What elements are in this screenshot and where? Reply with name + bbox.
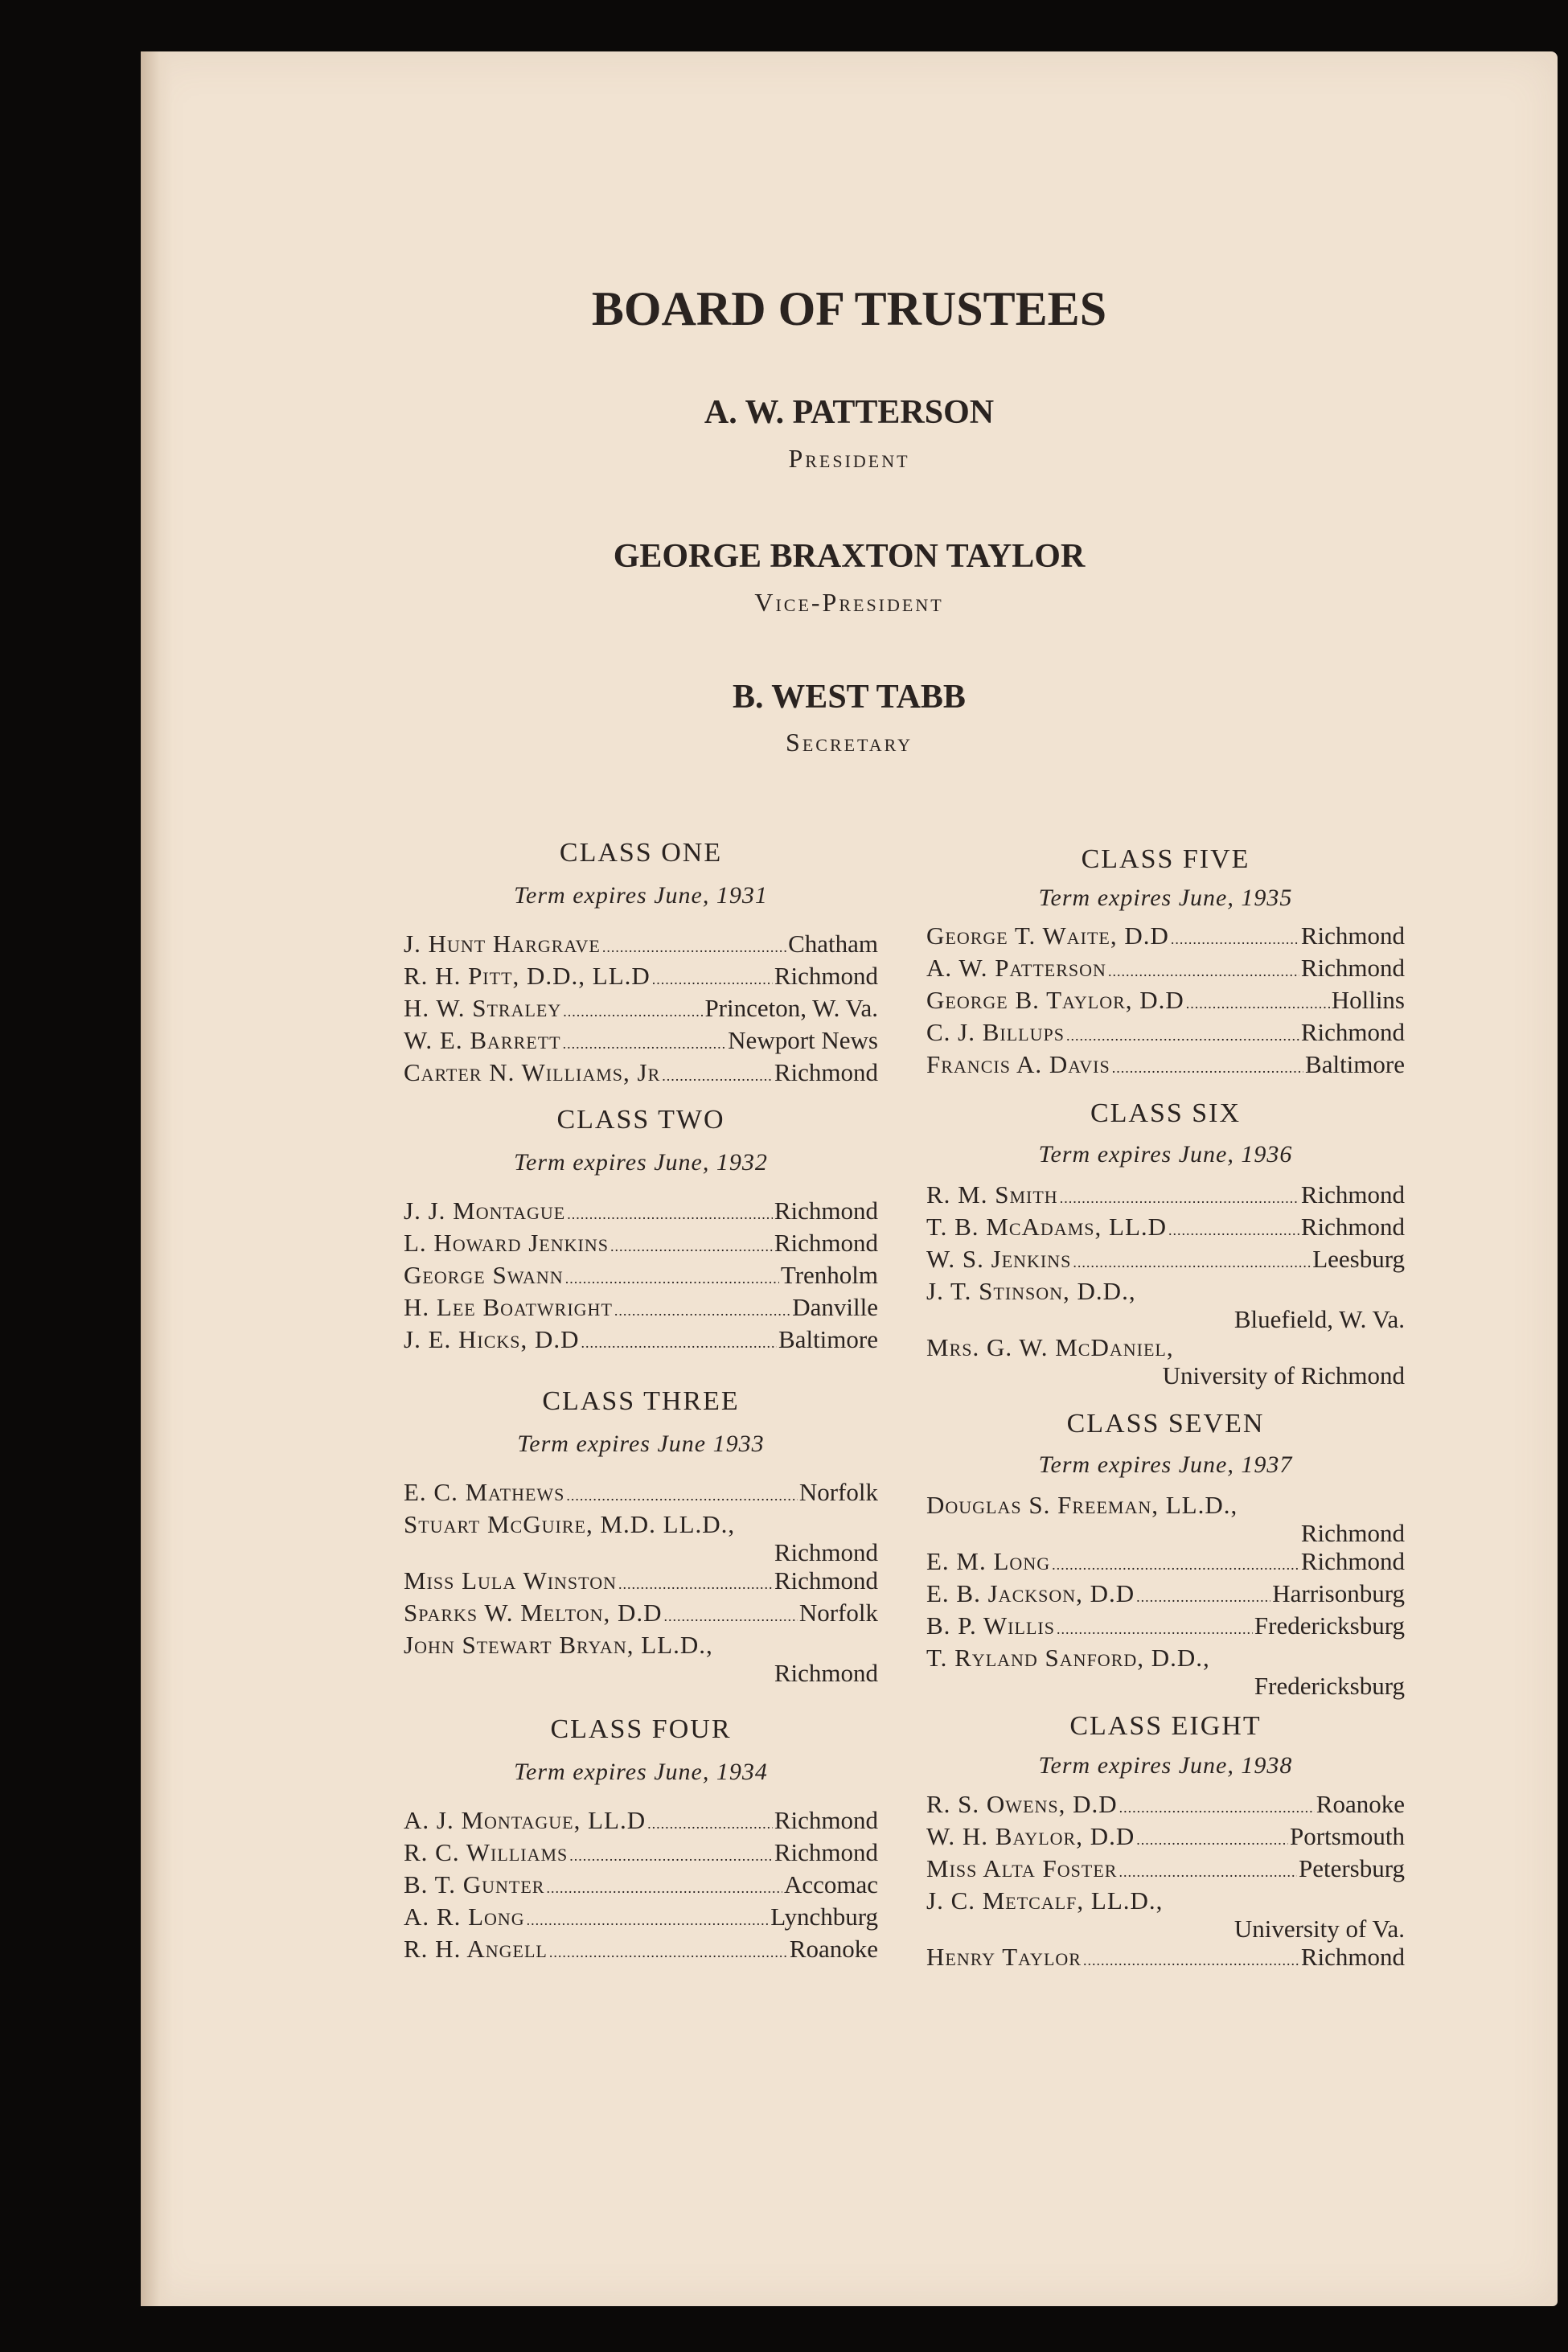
trustee-place: Richmond bbox=[774, 1566, 878, 1595]
leader-dots bbox=[662, 1058, 773, 1090]
page-gutter bbox=[141, 51, 173, 2306]
leader-dots bbox=[610, 1229, 773, 1261]
trustee-name: Douglas S. Freeman, LL.D., bbox=[926, 1491, 1238, 1519]
leader-dots bbox=[1060, 1180, 1299, 1213]
leader-dots bbox=[566, 1478, 797, 1510]
officer-role-vice-president: Vice-President bbox=[754, 588, 944, 617]
trustee-row bbox=[404, 1870, 878, 1903]
class-two bbox=[404, 1102, 878, 1357]
leader-dots bbox=[1136, 1579, 1270, 1611]
trustee-place: Roanoke bbox=[1316, 1790, 1405, 1818]
class-heading: CLASS TWO bbox=[556, 1105, 725, 1135]
class-term: Term expires June, 1935 bbox=[1038, 885, 1293, 911]
trustee-place: Richmond bbox=[774, 1538, 878, 1566]
trustee-place: Bluefield, W. Va. bbox=[1233, 1305, 1405, 1333]
class-term: Term expires June, 1931 bbox=[514, 882, 768, 909]
trustee-place: Princeton, W. Va. bbox=[704, 994, 878, 1022]
trustee-name: H. W. Straley bbox=[404, 994, 562, 1022]
trustee-place: Danville bbox=[792, 1293, 878, 1321]
class-heading: CLASS FIVE bbox=[1081, 844, 1250, 874]
trustee-row bbox=[404, 1566, 878, 1599]
trustee-row bbox=[926, 1822, 1405, 1854]
trustee-place: Baltimore bbox=[778, 1325, 878, 1353]
trustee-row bbox=[926, 1491, 1405, 1547]
trustee-name: C. J. Billups bbox=[926, 1018, 1065, 1046]
trustee-name: J. T. Stinson, D.D., bbox=[926, 1277, 1136, 1305]
trustee-name: J. C. Metcalf, LL.D., bbox=[926, 1886, 1164, 1915]
trustee-row bbox=[926, 986, 1405, 1018]
trustee-place: Accomac bbox=[783, 1870, 878, 1898]
trustee-place: Richmond bbox=[774, 1659, 878, 1687]
trustee-name: A. W. Patterson bbox=[926, 954, 1106, 982]
trustee-name: R. M. Smith bbox=[926, 1180, 1058, 1209]
trustee-name: H. Lee Boatwright bbox=[404, 1293, 613, 1321]
trustee-name: W. H. Baylor, D.D bbox=[926, 1822, 1135, 1850]
trustee-row bbox=[926, 922, 1405, 954]
trustee-place: Richmond bbox=[1300, 1943, 1405, 1971]
trustee-name: Francis A. Davis bbox=[926, 1050, 1110, 1078]
trustee-name: E. M. Long bbox=[926, 1547, 1051, 1575]
officer-name-president: A. W. PATTERSON bbox=[704, 394, 995, 431]
trustee-name: B. T. Gunter bbox=[404, 1870, 545, 1898]
trustee-place: Baltimore bbox=[1305, 1050, 1405, 1078]
trustee-name: R. H. Angell bbox=[404, 1935, 548, 1963]
officer-role-secretary: Secretary bbox=[786, 728, 913, 757]
trustee-place: Leesburg bbox=[1312, 1245, 1405, 1273]
trustee-row bbox=[926, 1547, 1405, 1579]
class-term: Term expires June, 1937 bbox=[1038, 1451, 1293, 1478]
class-term: Term expires June, 1932 bbox=[514, 1149, 768, 1176]
class-heading: CLASS THREE bbox=[542, 1386, 740, 1416]
trustee-name: T. B. McAdams, LL.D bbox=[926, 1213, 1168, 1241]
trustee-row bbox=[926, 1018, 1405, 1050]
trustee-place: Richmond bbox=[774, 1806, 878, 1834]
trustee-row bbox=[404, 1026, 878, 1058]
trustee-place: Richmond bbox=[1300, 1547, 1405, 1575]
trustee-row bbox=[926, 1050, 1405, 1082]
class-seven bbox=[926, 1406, 1405, 1700]
leader-dots bbox=[569, 1838, 773, 1870]
trustee-row bbox=[404, 930, 878, 962]
trustee-place: Chatham bbox=[788, 930, 878, 958]
trustee-place: Richmond bbox=[1300, 1519, 1405, 1547]
trustee-place: Richmond bbox=[1300, 922, 1405, 950]
leader-dots bbox=[565, 1261, 779, 1293]
trustee-name: George T. Waite, D.D bbox=[926, 922, 1169, 950]
leader-dots bbox=[563, 994, 703, 1026]
trustee-row bbox=[926, 1790, 1405, 1822]
trustee-place: Fredericksburg bbox=[1254, 1672, 1405, 1700]
trustee-row bbox=[404, 1325, 878, 1357]
trustee-row bbox=[926, 1277, 1405, 1333]
leader-dots bbox=[1112, 1050, 1303, 1082]
leader-dots bbox=[618, 1566, 773, 1599]
class-heading: CLASS SIX bbox=[1090, 1098, 1242, 1128]
trustee-row bbox=[404, 1058, 878, 1090]
trustee-name: Carter N. Williams, Jr bbox=[404, 1058, 661, 1086]
trustee-place: Richmond bbox=[774, 1229, 878, 1257]
class-heading: CLASS ONE bbox=[559, 838, 723, 868]
trustee-name: J. Hunt Hargrave bbox=[404, 930, 601, 958]
trustee-place: Richmond bbox=[774, 962, 878, 990]
leader-dots bbox=[1073, 1245, 1311, 1277]
class-one bbox=[404, 835, 878, 1090]
trustee-place: Petersburg bbox=[1298, 1854, 1405, 1882]
trustee-name: R. S. Owens, D.D bbox=[926, 1790, 1118, 1818]
trustee-name: J. E. Hicks, D.D bbox=[404, 1325, 580, 1353]
trustee-place: University of Va. bbox=[1233, 1915, 1405, 1943]
leader-dots bbox=[664, 1599, 798, 1631]
officer-role-president: President bbox=[788, 444, 910, 473]
leader-dots bbox=[1119, 1854, 1297, 1886]
trustee-name: George B. Taylor, D.D bbox=[926, 986, 1184, 1014]
trustee-row bbox=[404, 962, 878, 994]
trustee-row bbox=[404, 1903, 878, 1935]
class-heading: CLASS EIGHT bbox=[1069, 1711, 1262, 1741]
trustee-place: Newport News bbox=[728, 1026, 878, 1054]
trustee-place: Norfolk bbox=[798, 1599, 878, 1627]
trustee-row bbox=[404, 1510, 878, 1566]
trustee-row bbox=[404, 1293, 878, 1325]
trustee-place: Richmond bbox=[1300, 1018, 1405, 1046]
trustee-name: R. C. Williams bbox=[404, 1838, 569, 1866]
trustee-row bbox=[926, 1579, 1405, 1611]
trustee-row bbox=[926, 1333, 1405, 1389]
trustee-name: Henry Taylor bbox=[926, 1943, 1082, 1971]
trustee-name: E. B. Jackson, D.D bbox=[926, 1579, 1135, 1607]
leader-dots bbox=[567, 1197, 773, 1229]
officer-name-secretary: B. WEST TABB bbox=[733, 679, 966, 716]
trustee-name: B. P. Willis bbox=[926, 1611, 1055, 1640]
trustee-place: Richmond bbox=[774, 1838, 878, 1866]
trustee-row bbox=[926, 1213, 1405, 1245]
trustee-name: Mrs. G. W. McDaniel, bbox=[926, 1333, 1174, 1361]
leader-dots bbox=[1171, 922, 1299, 954]
trustee-row bbox=[404, 1631, 878, 1687]
leader-dots bbox=[1186, 986, 1330, 1018]
class-heading: CLASS FOUR bbox=[550, 1714, 732, 1744]
trustee-place: University of Richmond bbox=[1162, 1361, 1405, 1389]
trustee-name: Miss Lula Winston bbox=[404, 1566, 617, 1595]
trustee-row bbox=[404, 1261, 878, 1293]
trustee-row bbox=[926, 954, 1405, 986]
trustee-name: J. J. Montague bbox=[404, 1197, 566, 1225]
trustee-place: Lynchburg bbox=[770, 1903, 878, 1931]
trustee-place: Portsmouth bbox=[1290, 1822, 1405, 1850]
trustee-name: John Stewart Bryan, LL.D., bbox=[404, 1631, 713, 1659]
trustee-row bbox=[404, 1806, 878, 1838]
trustee-name: T. Ryland Sanford, D.D., bbox=[926, 1644, 1210, 1672]
class-eight bbox=[926, 1708, 1405, 1975]
trustee-row bbox=[404, 1229, 878, 1261]
leader-dots bbox=[1083, 1943, 1299, 1975]
class-term: Term expires June, 1936 bbox=[1038, 1141, 1293, 1168]
class-term: Term expires June, 1938 bbox=[1038, 1752, 1293, 1779]
trustee-place: Norfolk bbox=[798, 1478, 878, 1506]
leader-dots bbox=[1057, 1611, 1253, 1644]
leader-dots bbox=[1052, 1547, 1299, 1579]
trustee-place: Trenholm bbox=[780, 1261, 878, 1289]
leader-dots bbox=[1168, 1213, 1299, 1245]
leader-dots bbox=[647, 1806, 773, 1838]
trustee-place: Richmond bbox=[774, 1058, 878, 1086]
trustee-row bbox=[926, 1854, 1405, 1886]
leader-dots bbox=[563, 1026, 727, 1058]
trustee-name: W. S. Jenkins bbox=[926, 1245, 1072, 1273]
trustee-row bbox=[404, 1838, 878, 1870]
officer-name-vice-president: GEORGE BRAXTON TAYLOR bbox=[613, 538, 1086, 575]
leader-dots bbox=[549, 1935, 788, 1967]
class-term: Term expires June 1933 bbox=[517, 1430, 765, 1457]
trustee-name: R. H. Pitt, D.D., LL.D bbox=[404, 962, 651, 990]
trustee-name: Stuart McGuire, M.D. LL.D., bbox=[404, 1510, 736, 1538]
leader-dots bbox=[602, 930, 786, 962]
class-five bbox=[926, 841, 1405, 1082]
trustee-row bbox=[926, 1245, 1405, 1277]
leader-dots bbox=[581, 1325, 777, 1357]
leader-dots bbox=[1136, 1822, 1288, 1854]
trustee-place: Hollins bbox=[1331, 986, 1405, 1014]
leader-dots bbox=[652, 962, 773, 994]
trustee-place: Richmond bbox=[1300, 1213, 1405, 1241]
trustee-row bbox=[404, 1935, 878, 1967]
trustee-name: W. E. Barrett bbox=[404, 1026, 561, 1054]
leader-dots bbox=[546, 1870, 782, 1903]
trustee-row bbox=[404, 1197, 878, 1229]
class-heading: CLASS SEVEN bbox=[1066, 1409, 1265, 1439]
class-three bbox=[404, 1383, 878, 1687]
trustee-row bbox=[404, 1478, 878, 1510]
class-four bbox=[404, 1711, 878, 1967]
trustee-place: Roanoke bbox=[789, 1935, 878, 1963]
trustee-row bbox=[404, 1599, 878, 1631]
trustee-row bbox=[926, 1943, 1405, 1975]
trustee-row bbox=[404, 994, 878, 1026]
leader-dots bbox=[1119, 1790, 1315, 1822]
trustee-name: A. R. Long bbox=[404, 1903, 525, 1931]
trustee-place: Richmond bbox=[1300, 1180, 1405, 1209]
trustee-place: Harrisonburg bbox=[1272, 1579, 1405, 1607]
trustee-name: E. C. Mathews bbox=[404, 1478, 565, 1506]
trustee-row bbox=[926, 1611, 1405, 1644]
trustee-place: Richmond bbox=[774, 1197, 878, 1225]
leader-dots bbox=[1108, 954, 1299, 986]
trustee-row bbox=[926, 1180, 1405, 1213]
trustee-name: L. Howard Jenkins bbox=[404, 1229, 609, 1257]
class-term: Term expires June, 1934 bbox=[514, 1759, 768, 1785]
class-six bbox=[926, 1095, 1405, 1389]
leader-dots bbox=[614, 1293, 790, 1325]
leader-dots bbox=[527, 1903, 770, 1935]
trustee-name: George Swann bbox=[404, 1261, 564, 1289]
trustee-name: Sparks W. Melton, D.D bbox=[404, 1599, 663, 1627]
trustee-place: Richmond bbox=[1300, 954, 1405, 982]
trustee-place: Fredericksburg bbox=[1254, 1611, 1405, 1640]
leader-dots bbox=[1066, 1018, 1299, 1050]
trustee-row bbox=[926, 1886, 1405, 1943]
trustee-name: Miss Alta Foster bbox=[926, 1854, 1118, 1882]
page-title: BOARD OF TRUSTEES bbox=[591, 282, 1107, 335]
trustee-row bbox=[926, 1644, 1405, 1700]
trustee-name: A. J. Montague, LL.D bbox=[404, 1806, 646, 1834]
